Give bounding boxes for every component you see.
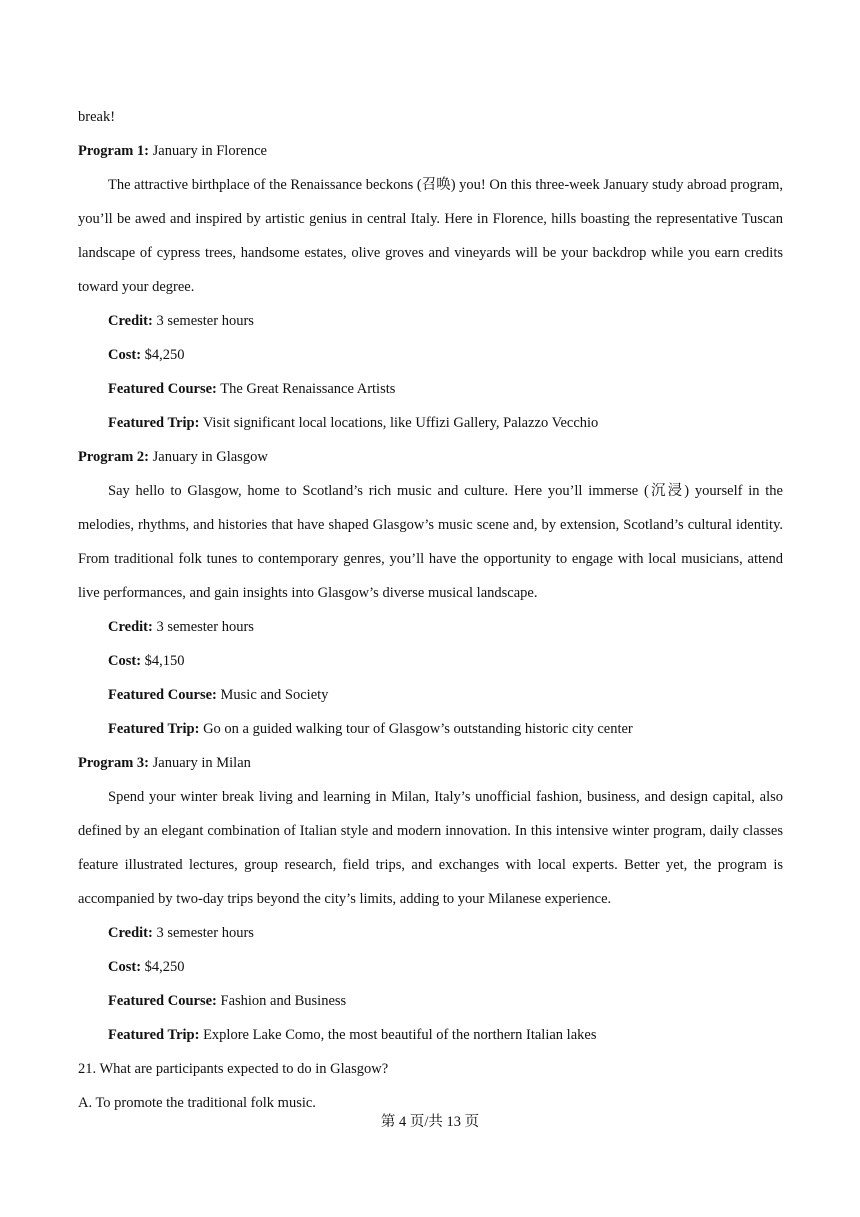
program-heading	[78, 134, 783, 168]
question-21: 21. What are participants expected to do in Glasgow?	[78, 1061, 389, 1077]
featured-trip-line	[78, 1018, 783, 1052]
credit-value: 3 semester hours	[156, 313, 254, 329]
cost-label: Cost:	[108, 653, 142, 669]
featured-trip-line	[78, 712, 783, 746]
credit-label: Credit:	[108, 925, 153, 941]
program-3	[78, 746, 783, 1052]
featured-course-value: The Great Renaissance Artists	[220, 381, 396, 397]
page-footer: 第 4 页/共 13 页	[380, 1114, 480, 1130]
program-1	[78, 134, 783, 440]
credit-line	[78, 610, 783, 644]
option-a: A. To promote the traditional folk music.	[78, 1095, 316, 1111]
program-title: January in Milan	[152, 755, 251, 771]
featured-trip-value: Visit significant local locations, like Uffizi Gallery, Palazzo Vecchio	[202, 415, 599, 431]
featured-course-label: Featured Course:	[108, 993, 217, 1009]
featured-course-label: Featured Course:	[108, 687, 217, 703]
featured-course-value: Music and Society	[220, 687, 329, 703]
program-label: Program 2:	[78, 449, 149, 465]
program-label: Program 3:	[78, 755, 149, 771]
cost-line	[78, 338, 783, 372]
featured-trip-label: Featured Trip:	[108, 415, 200, 431]
credit-label: Credit:	[108, 619, 153, 635]
credit-line	[78, 304, 783, 338]
program-description: Spend your winter break living and learning in Milan, Italy’s unofficial fashion, business, and design capital, also defined by an elegant combination of Italian style and modern innovation. In this intensive winter program, daily classes feature illustrated lectures, group research, field trips, and exchanges with local experts. Better yet, the program is accompanied by two-day trips beyond the city’s limits, adding to your Milanese experience.	[78, 789, 783, 907]
featured-course-value: Fashion and Business	[220, 993, 347, 1009]
cost-label: Cost:	[108, 347, 142, 363]
cost-line	[78, 950, 783, 984]
featured-course-label: Featured Course:	[108, 381, 217, 397]
program-label: Program 1:	[78, 143, 149, 159]
program-description: The attractive birthplace of the Renaissance beckons (召唤) you! On this three-week January study abroad program, you’ll be awed and inspired by artistic genius in central Italy. Here in Florence, hills boasting the representative Tuscan landscape of cypress trees, handsome estates, olive groves and vineyards will be your backdrop while you earn credits toward your degree.	[78, 177, 783, 295]
credit-value: 3 semester hours	[156, 619, 254, 635]
featured-trip-value: Explore Lake Como, the most beautiful of the northern Italian lakes	[203, 1027, 597, 1043]
featured-course-line	[78, 678, 783, 712]
intro-tail: break!	[78, 109, 116, 125]
credit-value: 3 semester hours	[156, 925, 254, 941]
program-heading	[78, 746, 783, 780]
featured-trip-label: Featured Trip:	[108, 721, 200, 737]
featured-course-line	[78, 372, 783, 406]
cost-value: $4,150	[144, 653, 185, 669]
cost-value: $4,250	[144, 347, 185, 363]
featured-course-line	[78, 984, 783, 1018]
cost-label: Cost:	[108, 959, 142, 975]
credit-label: Credit:	[108, 313, 153, 329]
featured-trip-value: Go on a guided walking tour of Glasgow’s outstanding historic city center	[203, 721, 633, 737]
program-description: Say hello to Glasgow, home to Scotland’s rich music and culture. Here you’ll immerse (沉浸) yourself in the melodies, rhythms, and histories that have shaped Glasgow’s music scene and, by extension, Scotland’s cultural identity. From traditional folk tunes to contemporary genres, you’ll have the opportunity to engage with local musicians, attend live performances, and gain insights into Glasgow’s diverse musical landscape.	[78, 483, 783, 601]
program-title: January in Florence	[152, 143, 267, 159]
cost-line	[78, 644, 783, 678]
document-body	[78, 100, 783, 1120]
cost-value: $4,250	[144, 959, 185, 975]
program-2	[78, 440, 783, 746]
featured-trip-label: Featured Trip:	[108, 1027, 200, 1043]
featured-trip-line	[78, 406, 783, 440]
credit-line	[78, 916, 783, 950]
program-title: January in Glasgow	[152, 449, 268, 465]
program-heading	[78, 440, 783, 474]
